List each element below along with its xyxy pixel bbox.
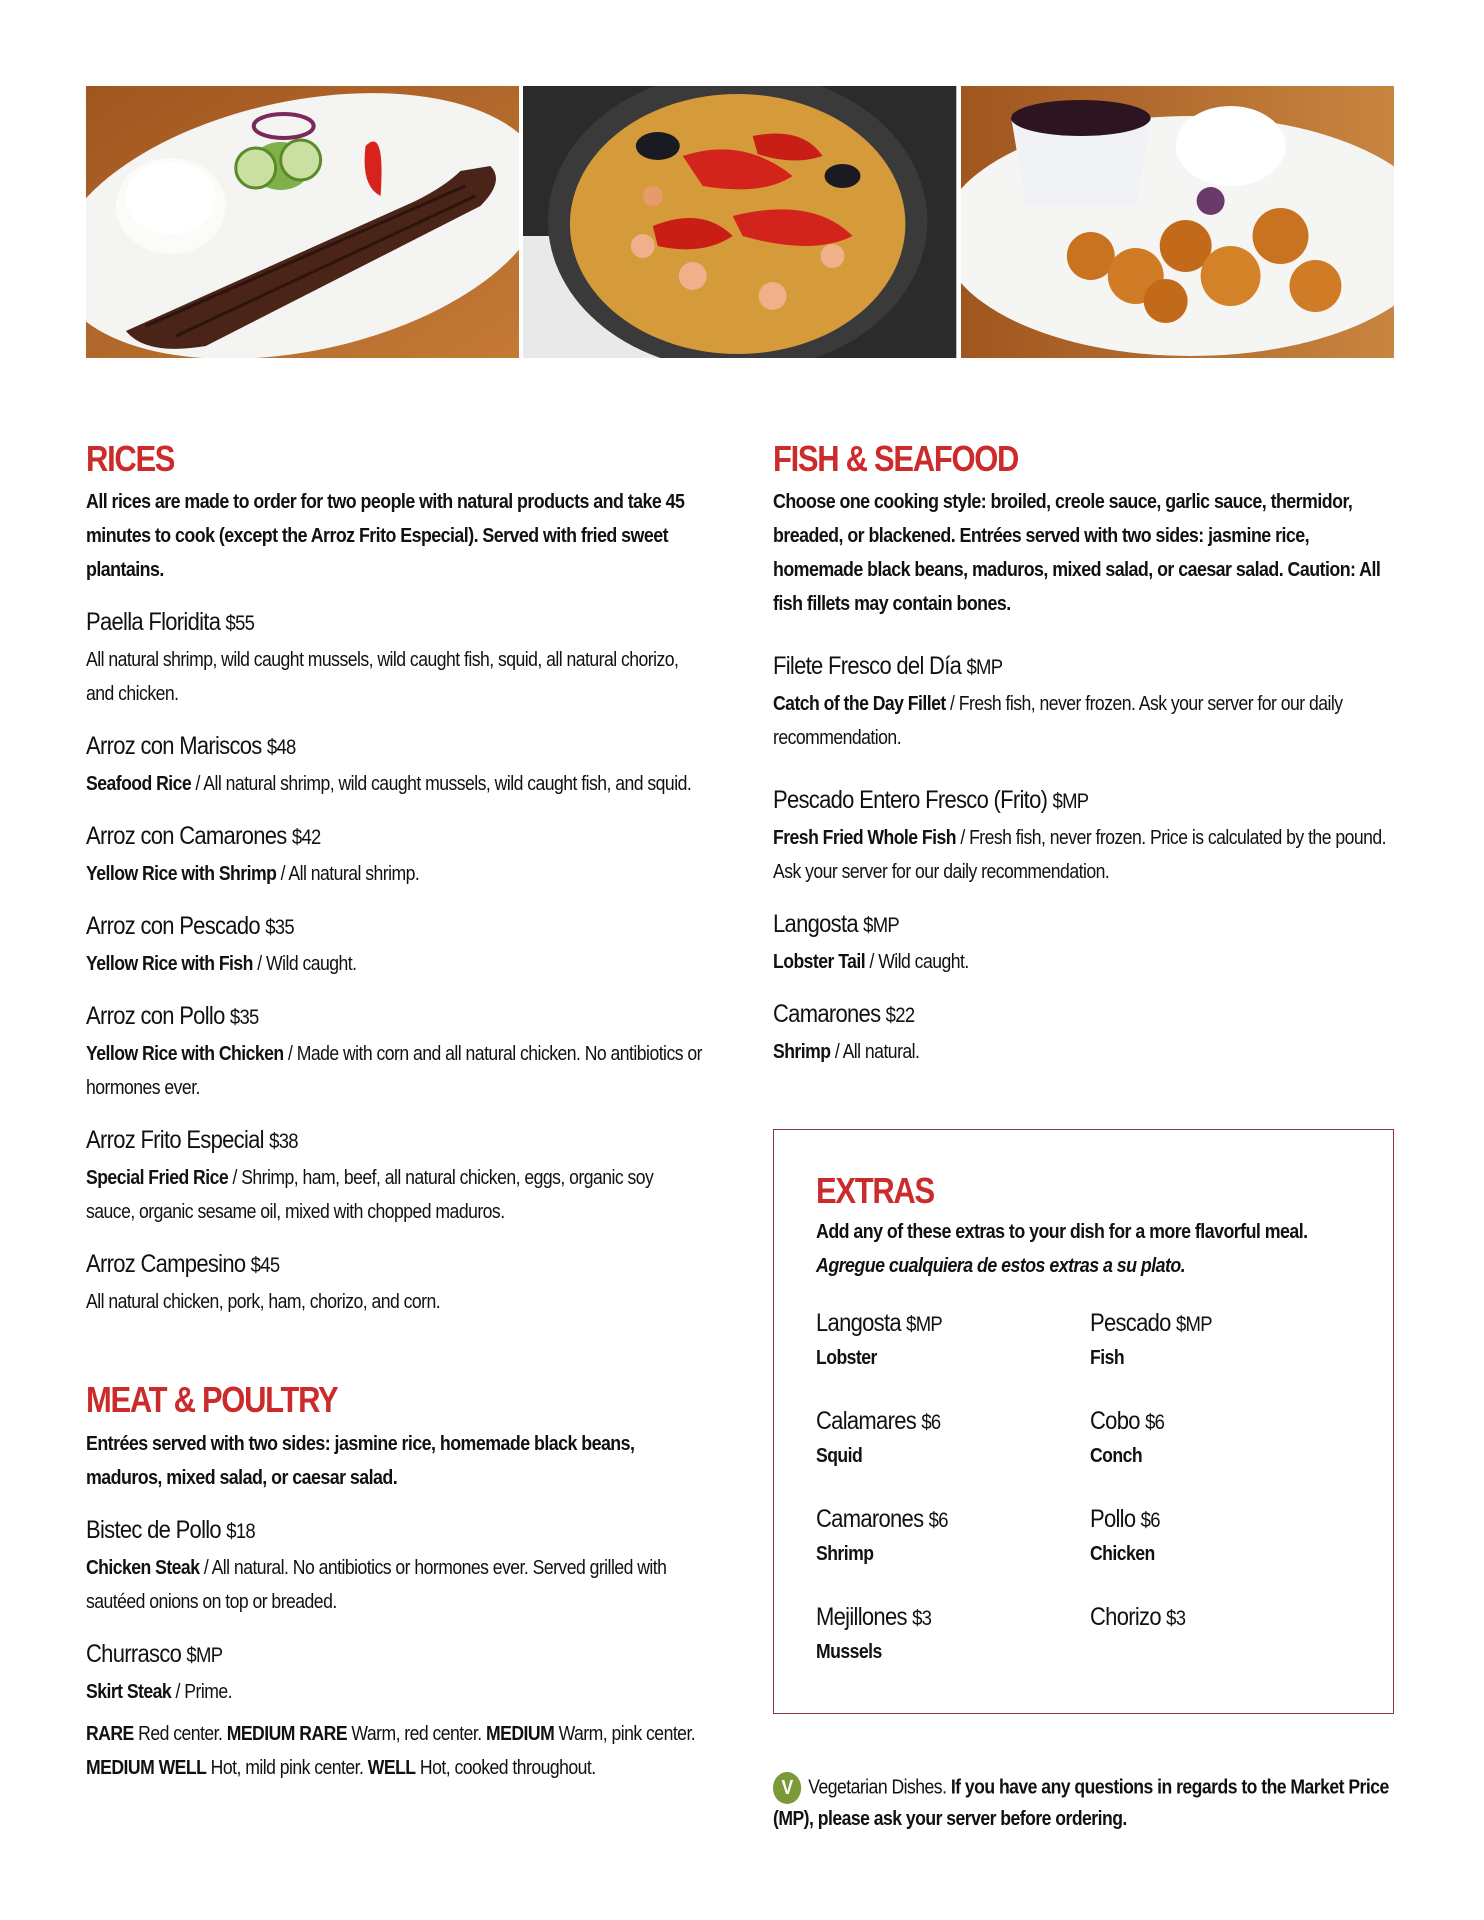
item-price: $35 (229, 1006, 259, 1030)
extra-price: $MP (906, 1313, 943, 1337)
item-subtitle: Catch of the Day Fillet (773, 693, 946, 716)
extra-name: Camarones (816, 1505, 924, 1534)
item-detail: All natural. No antibiotics or hormones ever. Served grilled with sautéed onions on top or breaded. (86, 1556, 667, 1613)
item-head (86, 1245, 632, 1285)
item-subtitle: Shrimp (773, 1041, 831, 1064)
extra-name: Pollo (1090, 1505, 1136, 1534)
item-price: $MP (863, 914, 900, 938)
extra-head (1090, 1501, 1319, 1539)
extra-sub: Lobster (816, 1347, 877, 1370)
extras-box (773, 1129, 1394, 1714)
extra-item (816, 1305, 1090, 1373)
extras-intro-es: Agregue cualquiera de estos extras a su plato. (816, 1255, 1186, 1278)
extra-name: Cobo (1090, 1407, 1140, 1436)
item-name: Langosta (773, 910, 858, 939)
menu-item (86, 997, 706, 1105)
item-desc: Chicken Steak / All natural. No antibiotics or hormones ever. Served grilled with sautéed onions on top or breaded. (86, 1556, 667, 1613)
doneness-level: MEDIUM RARE (226, 1722, 348, 1745)
item-name: Filete Fresco del Día (773, 652, 962, 681)
item-subtitle: Seafood Rice (86, 773, 192, 796)
extra-name: Calamares (816, 1407, 917, 1436)
item-desc: Yellow Rice with Shrimp / All natural shrimp. (86, 863, 420, 886)
extra-price: $MP (1175, 1313, 1212, 1337)
item-subtitle: Skirt Steak (86, 1680, 172, 1703)
item-subtitle: Lobster Tail (773, 951, 866, 974)
rices-intro: All rices are made to order for two people with natural products and take 45 minutes to cook (except the Arroz Frito Especial). Served with fried sweet plantains. (86, 491, 685, 582)
doneness-level: WELL (367, 1756, 416, 1779)
extras-intro-en: Add any of these extras to your dish for a more flavorful meal. (816, 1221, 1308, 1244)
item-head (86, 817, 632, 857)
item-subtitle: Special Fried Rice (86, 1167, 229, 1190)
item-head (86, 1121, 632, 1161)
meat-intro: Entrées served with two sides: jasmine rice, homemade black beans, maduros, mixed salad, or caesar salad. (86, 1432, 635, 1489)
extras-title: EXTRAS (816, 1170, 934, 1211)
menu-item (86, 907, 706, 981)
fish-section (773, 438, 1395, 1069)
extra-name: Pescado (1090, 1309, 1171, 1338)
extra-head (1090, 1305, 1319, 1343)
item-head (86, 603, 632, 643)
vegetarian-icon: V (773, 1772, 801, 1804)
right-column (773, 438, 1395, 1069)
doneness-desc: Warm, pink center. (558, 1722, 696, 1745)
rices-title: RICES (86, 438, 175, 479)
item-desc: Skirt Steak / Prime. (86, 1680, 232, 1703)
item-detail: Shrimp, ham, beef, all natural chicken, eggs, organic soy sauce, organic sesame oil, mixed with chopped maduros. (86, 1167, 654, 1224)
item-name: Arroz con Mariscos (86, 732, 262, 761)
menu-item (86, 1511, 706, 1619)
item-head (86, 997, 632, 1037)
item-desc: Catch of the Day Fillet / Fresh fish, never frozen. Ask your server for our daily recommendation. (773, 693, 1343, 750)
extra-price: $6 (1145, 1411, 1165, 1435)
item-subtitle: Yellow Rice with Shrimp (86, 863, 277, 886)
item-desc: Shrimp / All natural. (773, 1041, 920, 1064)
steak-plate-photo (86, 86, 519, 358)
item-price: $MP (186, 1643, 223, 1667)
extra-head (816, 1305, 1057, 1343)
item-price: $38 (269, 1130, 298, 1154)
menu-item (86, 727, 706, 801)
item-subtitle: Yellow Rice with Fish (86, 953, 253, 976)
extra-price: $3 (1166, 1607, 1186, 1631)
left-column (86, 438, 706, 1785)
menu-item (773, 781, 1395, 889)
section-spacer (86, 1319, 706, 1379)
item-name: Arroz con Pollo (86, 1002, 225, 1031)
menu-item (86, 1245, 706, 1319)
item-price: $22 (885, 1004, 915, 1028)
item-desc: All natural shrimp, wild caught mussels, wild caught fish, squid, all natural chorizo, and chicken. (86, 649, 679, 706)
extra-head (816, 1403, 1057, 1441)
item-detail: All natural. (842, 1041, 920, 1064)
extra-item (816, 1501, 1090, 1569)
menu-item (773, 995, 1395, 1069)
meat-section (86, 1379, 706, 1784)
extra-head (1090, 1403, 1319, 1441)
item-price: $45 (250, 1254, 280, 1278)
extra-sub: Conch (1090, 1445, 1143, 1468)
extra-item (1090, 1403, 1350, 1471)
item-head (86, 1511, 632, 1551)
item-detail: Prime. (184, 1680, 232, 1703)
item-detail: Fresh fish, never frozen. Price is calculated by the pound. Ask your server for our daily recommendation. (773, 827, 1386, 884)
item-head (773, 995, 1320, 1035)
doneness-guide (86, 1717, 703, 1785)
photo-strip (86, 86, 1394, 358)
item-detail: All natural shrimp. (288, 863, 420, 886)
fish-title: FISH & SEAFOOD (773, 438, 1019, 479)
item-head (773, 647, 1320, 687)
extra-sub: Fish (1090, 1347, 1125, 1370)
doneness-desc: Hot, cooked throughout. (419, 1756, 596, 1779)
extra-item (1090, 1305, 1350, 1373)
menu-item (86, 817, 706, 891)
item-head (86, 727, 632, 767)
item-name: Arroz con Pescado (86, 912, 260, 941)
extras-intro (816, 1215, 1349, 1283)
meat-title: MEAT & POULTRY (86, 1379, 338, 1421)
extra-price: $6 (921, 1411, 941, 1435)
fish-intro: Choose one cooking style: broiled, creole sauce, garlic sauce, thermidor, breaded, or blackened. Entrées served with two sides: jasmine rice, homemade black beans, maduros, mixed salad, or caesar salad. Caution: All fish fillets may contain bones. (773, 491, 1381, 616)
item-name: Arroz Campesino (86, 1250, 246, 1279)
extra-item (816, 1403, 1090, 1471)
extra-head (816, 1501, 1057, 1539)
extra-sub: Mussels (816, 1641, 882, 1664)
extra-name: Mejillones (816, 1603, 907, 1632)
item-detail: All natural shrimp, wild caught mussels, wild caught fish, and squid. (203, 773, 692, 796)
item-desc: Seafood Rice / All natural shrimp, wild caught mussels, wild caught fish, and squid. (86, 773, 692, 796)
extra-name: Chorizo (1090, 1603, 1161, 1632)
footer-note (773, 1772, 1389, 1834)
doneness-desc: Red center. (138, 1722, 223, 1745)
item-desc: Yellow Rice with Chicken / Made with corn and all natural chicken. No antibiotics or hormones ever. (86, 1043, 702, 1100)
menu-item (86, 1121, 706, 1229)
item-subtitle: Yellow Rice with Chicken (86, 1043, 284, 1066)
extra-item (1090, 1599, 1350, 1667)
rices-section (86, 438, 706, 1319)
item-name: Churrasco (86, 1639, 182, 1668)
menu-item (773, 905, 1395, 979)
item-name: Bistec de Pollo (86, 1515, 221, 1544)
item-detail: Fresh fish, never frozen. Ask your server for our daily recommendation. (773, 693, 1343, 750)
doneness-desc: Warm, red center. (351, 1722, 482, 1745)
item-detail: Wild caught. (266, 953, 357, 976)
item-name: Paella Floridita (86, 608, 221, 637)
item-subtitle: Fresh Fried Whole Fish (773, 827, 956, 850)
item-name: Arroz Frito Especial (86, 1126, 264, 1155)
extra-sub: Chicken (1090, 1543, 1155, 1566)
item-head (86, 907, 632, 947)
item-head (773, 781, 1320, 821)
item-price: $18 (226, 1519, 255, 1543)
item-desc: Special Fried Rice / Shrimp, ham, beef, all natural chicken, eggs, organic soy sauce, organic sesame oil, mixed with chopped maduros. (86, 1167, 654, 1224)
extra-item (816, 1599, 1090, 1667)
item-detail: Wild caught. (878, 951, 969, 974)
extra-head (1090, 1599, 1319, 1637)
item-price: $48 (266, 736, 296, 760)
paella-pan-photo (523, 86, 956, 358)
market-price-note: If you have any questions in regards to the Market Price (MP), please ask your server before ordering. (773, 1776, 1389, 1830)
menu-item (773, 647, 1395, 755)
item-desc: Yellow Rice with Fish / Wild caught. (86, 953, 357, 976)
item-name: Pescado Entero Fresco (Frito) (773, 786, 1048, 815)
item-desc: Lobster Tail / Wild caught. (773, 951, 969, 974)
item-name: Camarones (773, 1000, 881, 1029)
menu-item (86, 603, 706, 711)
item-desc: All natural chicken, pork, ham, chorizo, and corn. (86, 1291, 441, 1314)
doneness-level: MEDIUM (486, 1722, 555, 1745)
item-desc: Fresh Fried Whole Fish / Fresh fish, never frozen. Price is calculated by the pound. Ask your server for our daily recommendation. (773, 827, 1386, 884)
item-head (773, 905, 1320, 945)
extra-price: $6 (928, 1509, 948, 1533)
doneness-level: RARE (86, 1722, 134, 1745)
fried-shrimp-plate-photo (961, 86, 1394, 358)
extra-sub: Squid (816, 1445, 863, 1468)
doneness-desc: Hot, mild pink center. (210, 1756, 364, 1779)
extra-price: $6 (1140, 1509, 1160, 1533)
vegetarian-label: Vegetarian Dishes. (808, 1776, 947, 1799)
item-price: $35 (265, 916, 294, 940)
item-price: $MP (1052, 790, 1089, 814)
item-name: Arroz con Camarones (86, 822, 287, 851)
item-price: $MP (966, 656, 1003, 680)
extra-price: $3 (912, 1607, 932, 1631)
extra-item (1090, 1501, 1350, 1569)
extras-grid (816, 1305, 1351, 1667)
item-subtitle: Chicken Steak (86, 1556, 200, 1579)
extra-head (816, 1599, 1057, 1637)
item-price: $42 (291, 826, 321, 850)
item-detail: Made with corn and all natural chicken. No antibiotics or hormones ever. (86, 1043, 702, 1100)
extra-name: Langosta (816, 1309, 901, 1338)
item-price: $55 (225, 612, 255, 636)
extra-sub: Shrimp (816, 1543, 874, 1566)
menu-item (86, 1635, 706, 1709)
doneness-level: MEDIUM WELL (86, 1756, 207, 1779)
item-head (86, 1635, 632, 1675)
